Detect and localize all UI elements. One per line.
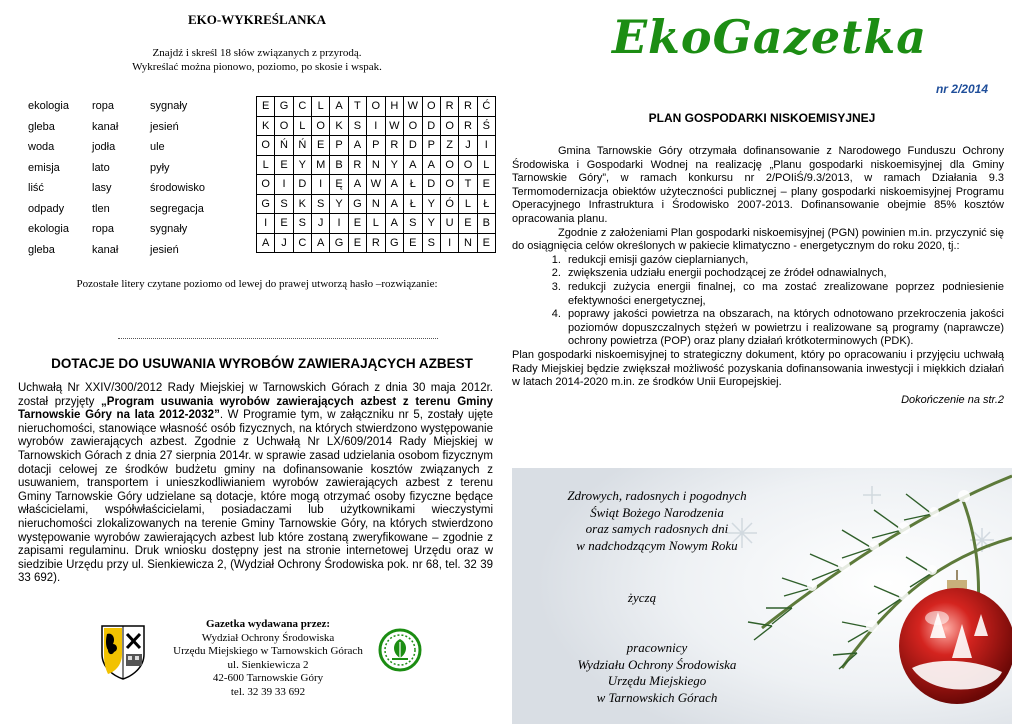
grid-letter[interactable]: R (459, 116, 477, 136)
grid-letter[interactable]: E (348, 233, 366, 253)
grid-letter[interactable]: B (330, 155, 348, 175)
word-row (28, 219, 240, 240)
eco-leaf-logo-icon (378, 628, 422, 672)
plan-paragraph: Plan gospodarki niskoemisyjnej to strategiczny dokument, który po opracowaniu i przyjęciu uchwałą Rady Miejskiej będzie zwiększał możliwość pozyskania dofinansowania inwestycji i miękkich działań w latach 2014-2020 m.in. ze środków Unii Europejskiej. (512, 348, 1004, 389)
word-item: ropa (92, 100, 115, 113)
word-item: tlen (92, 202, 110, 215)
asbestos-text-rest: . W Programie tym, w załączniku nr 5, zostały ujęte nieruchomości, stanowiące własność osób fizycznych, na których stwierdzono występowanie wyrobów zawierających azbest. Zgodnie z Uchwałą Nr LX/609/2014 Rady Miejskiej w Tarnowskich Górach z dnia 27 sierpnia 2014r. w sprawie zasad udzielania osobom fizycznym dotacji celowej ze środków budżetu gminy na dofinansowanie kosztów związanych z usuwaniem, transportem i unieszkodliwianiem wyrobów zawierających azbest z terenu Gminy Tarnowskie Góry udzielane są dotacje, które mogą otrzymać osoby fizyczne będące właścicielami, współwłaścicielami, posiadaczami lub użytkownikami wieczystymi nieruchomości zlokalizowanych na terenie Gminy Tarnowskie Góry, na których stwierdzono występowanie wyrobów zawierających azbest lub które zostaną zweryfikowane – zgodnie z zapisami regulaminu. Druk wniosku dostępny jest na stronie internetowej Urzędu oraz w siedzibie Urzędu przy ul. Sienkiewicza 2, (Wydział Ochrony Środowiska pok. nr 68, tel. 32 39 33 692). (18, 409, 493, 585)
word-item: sygnały (150, 223, 188, 236)
grid-letter[interactable]: A (257, 233, 275, 253)
greeting-line: Świąt Bożego Narodzenia (590, 504, 724, 520)
grid-letter[interactable]: I (275, 175, 293, 195)
asbestos-heading: DOTACJE DO USUWANIA WYROBÓW ZAWIERAJĄCYCH AZBEST (51, 356, 473, 371)
grid-letter[interactable]: A (348, 136, 366, 156)
grid-letter[interactable]: Ć (477, 97, 495, 117)
word-item: ule (150, 141, 165, 154)
goal-item: 4. poprawy jakości powietrza na obszarach, na których odnotowano przekroczenia jakości poziomów dopuszczalnych stężeń w powietrzu i realizowane są programy (naprawcze) ochrony powietrza (POP) oraz plany działań krótkoterminowych (PDK). (564, 308, 1004, 349)
word-item: kanał (92, 120, 119, 133)
grid-letter[interactable]: E (404, 233, 423, 253)
grid-letter[interactable]: D (422, 175, 440, 195)
grid-letter[interactable]: K (293, 194, 311, 214)
grid-letter[interactable]: D (422, 116, 440, 136)
grid-letter[interactable]: Y (385, 155, 404, 175)
plan-paragraph: Zgodnie z założeniami Plan gospodarki niskoemisyjnej (PGN) powinien m.in. przyczynić się do osiągnięcia celów określonych w pakiecie klimatyczno - energetycznym do roku 2020, tj.: (512, 226, 1004, 253)
grid-letter[interactable]: S (422, 233, 440, 253)
grid-letter[interactable]: T (348, 97, 366, 117)
publisher-line: 42-600 Tarnowskie Góry (212, 672, 324, 685)
grid-letter[interactable]: O (367, 97, 386, 117)
grid-letter[interactable]: O (404, 116, 423, 136)
grid-letter[interactable]: C (293, 97, 311, 117)
grid-row (257, 175, 496, 195)
word-item: kanał (92, 243, 119, 256)
word-row (28, 199, 240, 220)
grid-letter[interactable]: R (348, 155, 366, 175)
word-item: środowisko (150, 182, 206, 195)
greeting-signature (512, 640, 802, 706)
grid-letter[interactable]: I (367, 116, 386, 136)
grid-letter[interactable]: E (257, 97, 275, 117)
issue-number: nr 2/2014 (935, 82, 988, 96)
signature-line: Wydziału Ochrony Środowiska (577, 656, 737, 672)
grid-letter[interactable]: O (440, 155, 458, 175)
grid-letter[interactable]: E (348, 214, 366, 234)
grid-letter[interactable]: O (422, 97, 440, 117)
grid-letter[interactable]: O (257, 136, 275, 156)
grid-letter[interactable]: S (293, 214, 311, 234)
grid-letter[interactable]: I (440, 233, 458, 253)
grid-letter[interactable]: L (293, 116, 311, 136)
grid-row (257, 116, 496, 136)
grid-letter[interactable]: O (257, 175, 275, 195)
grid-letter[interactable]: D (293, 175, 311, 195)
grid-letter[interactable]: S (404, 214, 423, 234)
word-row (28, 96, 240, 117)
word-item: sygnały (150, 100, 188, 113)
wordsearch-title: EKO-WYKREŚLANKA (188, 12, 326, 27)
grid-letter[interactable]: T (459, 175, 477, 195)
word-item: ekologia (28, 100, 69, 113)
signature-line: Urzędu Miejskiego (607, 673, 707, 688)
goals-list (512, 254, 1004, 349)
word-item: ropa (92, 223, 115, 236)
grid-letter[interactable]: A (385, 175, 404, 195)
grid-letter[interactable]: P (367, 136, 386, 156)
word-item: gleba (28, 120, 55, 133)
grid-letter[interactable]: Ś (477, 116, 495, 136)
grid-row (257, 214, 496, 234)
goal-item: 1. redukcji emisji gazów cieplarnianych, (564, 254, 1004, 268)
grid-letter[interactable]: Ł (404, 175, 423, 195)
grid-letter[interactable]: D (404, 136, 423, 156)
grid-letter[interactable]: R (385, 136, 404, 156)
grid-letter[interactable]: J (459, 136, 477, 156)
publisher-line: Wydział Ochrony Środowiska (201, 631, 335, 644)
grid-letter[interactable]: Ł (404, 194, 423, 214)
plan-paragraph: Gmina Tarnowskie Góry otrzymała dofinansowanie z Narodowego Funduszu Ochrony Środowiska i Gospodarki Wodnej na realizację „Planu gospodarki niskoemisyjnej dla Gminy Tarnowskie Góry”, w ramach konkursu nr 2/POIiŚ/9.3/2013, w ramach Działania 9.3 Termomodernizacja obiektów użyteczności publicznej – plany gospodarki niskoemisyjnej Programu Operacyjnego Infrastruktura i Środowisko 2007-2013. Dofinansowanie obejmie 85% kosztów opracowania planu. (512, 145, 1004, 225)
grid-letter[interactable]: K (257, 116, 275, 136)
grid-letter[interactable]: I (330, 214, 348, 234)
grid-letter[interactable]: S (275, 194, 293, 214)
goal-item: 3. redukcji zużycia energii finalnej, co ma zostać zrealizowane poprzez podniesienie efektywności energetycznej, (564, 281, 1004, 308)
grid-letter[interactable]: L (477, 155, 495, 175)
grid-letter[interactable]: E (459, 214, 477, 234)
grid-letter[interactable]: G (330, 233, 348, 253)
asbestos-text-start: Uchwałą Nr XXIV/300/2012 Rady Miejskiej w Tarnowskich Górach z dnia 30 maja 2012r. został przyjęty (18, 382, 493, 408)
grid-letter[interactable]: A (385, 194, 404, 214)
word-item: lato (92, 161, 110, 174)
grid-letter[interactable]: A (311, 233, 329, 253)
publisher-info (158, 618, 378, 700)
coat-of-arms-icon (100, 624, 146, 680)
wordsearch-instructions (18, 46, 496, 74)
grid-row (257, 194, 496, 214)
word-row (28, 137, 240, 158)
grid-letter[interactable]: Ń (275, 136, 293, 156)
grid-letter[interactable]: S (348, 116, 366, 136)
left-column (18, 0, 496, 724)
grid-letter[interactable]: W (385, 116, 404, 136)
grid-letter[interactable]: A (422, 155, 440, 175)
grid-letter[interactable]: R (440, 97, 458, 117)
grid-letter[interactable]: L (459, 194, 477, 214)
publisher-line: Urzędu Miejskiego w Tarnowskich Górach (173, 645, 363, 658)
word-row (28, 240, 240, 261)
grid-letter[interactable]: Ó (440, 194, 458, 214)
grid-letter[interactable]: K (330, 116, 348, 136)
greeting-line: Zdrowych, radosnych i pogodnych (567, 488, 747, 503)
word-list (28, 96, 240, 260)
grid-letter[interactable]: R (367, 233, 386, 253)
goal-item: 2. zwiększenia udziału energii pochodzącej ze źródeł odnawialnych, (564, 267, 1004, 281)
word-item: gleba (28, 243, 55, 256)
word-item: odpady (28, 202, 65, 215)
word-item: lasy (92, 182, 112, 195)
grid-letter[interactable]: E (477, 233, 495, 253)
greeting-line: oraz samych radosnych dni (585, 521, 729, 536)
solution-hint: Pozostałe litery czytane poziomo od lewej do prawej utworzą hasło –rozwiązanie: (76, 278, 438, 290)
asbestos-text (18, 382, 493, 586)
grid-letter[interactable]: Ę (330, 175, 348, 195)
grid-letter[interactable]: G (257, 194, 275, 214)
grid-letter[interactable]: E (311, 136, 329, 156)
word-item: emisja (28, 161, 60, 174)
publisher-line: ul. Sienkiewicza 2 (227, 658, 309, 671)
word-row (28, 178, 240, 199)
word-item: jesień (150, 120, 179, 133)
grid-letter[interactable]: A (404, 155, 423, 175)
christmas-greeting (512, 488, 802, 554)
signature-line: pracownicy (626, 640, 688, 655)
program-name: „Program usuwania wyrobów zawierających azbest z terenu Gminy Tarnowskie Góry na lata 2012-2032” (18, 395, 493, 422)
grid-letter[interactable]: U (440, 214, 458, 234)
grid-letter[interactable]: O (440, 116, 458, 136)
letter-grid (256, 96, 496, 253)
grid-letter[interactable]: O (311, 116, 329, 136)
grid-letter[interactable]: S (311, 194, 329, 214)
grid-letter[interactable]: Ł (477, 194, 495, 214)
publisher-title: Gazetka wydawana przez: (205, 618, 331, 630)
grid-letter[interactable]: P (422, 136, 440, 156)
grid-letter[interactable]: G (275, 97, 293, 117)
grid-letter[interactable]: H (385, 97, 404, 117)
plan-heading: PLAN GOSPODARKI NISKOEMISYJNEJ (648, 111, 876, 125)
grid-letter[interactable]: W (367, 175, 386, 195)
grid-letter[interactable]: B (477, 214, 495, 234)
publisher-box (78, 616, 458, 716)
grid-letter[interactable]: Y (330, 194, 348, 214)
grid-letter[interactable]: Y (293, 155, 311, 175)
word-item: jodła (92, 141, 116, 154)
word-item: woda (28, 141, 55, 154)
grid-letter[interactable]: E (477, 175, 495, 195)
grid-letter[interactable]: W (404, 97, 423, 117)
signature-line: w Tarnowskich Górach (596, 689, 718, 705)
grid-letter[interactable]: A (385, 214, 404, 234)
grid-letter[interactable]: N (367, 155, 386, 175)
grid-letter[interactable]: R (459, 97, 477, 117)
grid-letter[interactable]: Ń (293, 136, 311, 156)
word-item: pyły (150, 161, 170, 174)
grid-letter[interactable]: P (330, 136, 348, 156)
grid-letter[interactable]: G (348, 194, 366, 214)
publisher-line: tel. 32 39 33 692 (230, 685, 306, 698)
grid-row (257, 97, 496, 117)
word-item: liść (28, 182, 44, 195)
grid-letter[interactable]: N (459, 233, 477, 253)
grid-row (257, 233, 496, 253)
grid-letter[interactable]: I (257, 214, 275, 234)
word-row (28, 158, 240, 179)
greeting-line: w nadchodzącym Nowym Roku (576, 537, 738, 553)
instruction-line: Wykreślać można pionowo, poziomo, po skosie i wspak. (132, 61, 382, 73)
plan-text (512, 145, 1004, 407)
grid-letter[interactable]: G (385, 233, 404, 253)
grid-letter[interactable]: L (367, 214, 386, 234)
grid-row (257, 155, 496, 175)
grid-letter[interactable]: O (459, 155, 477, 175)
grid-letter[interactable]: O (275, 116, 293, 136)
grid-letter[interactable]: A (348, 175, 366, 195)
grid-letter[interactable]: E (275, 155, 293, 175)
answer-line (118, 330, 438, 339)
grid-letter[interactable]: L (257, 155, 275, 175)
grid-letter[interactable]: J (311, 214, 329, 234)
word-item: jesień (150, 243, 179, 256)
word-row (28, 117, 240, 138)
right-column (512, 0, 1012, 724)
instruction-line: Znajdź i skreśl 18 słów związanych z przyrodą. (152, 47, 362, 59)
grid-letter[interactable]: C (293, 233, 311, 253)
grid-letter[interactable]: M (311, 155, 329, 175)
grid-letter[interactable]: E (275, 214, 293, 234)
word-item: segregacja (150, 202, 204, 215)
wish-word: życzą (627, 590, 657, 605)
grid-letter[interactable]: I (311, 175, 329, 195)
grid-letter[interactable]: J (275, 233, 293, 253)
grid-row (257, 136, 496, 156)
word-item: ekologia (28, 223, 69, 236)
grid-letter[interactable]: Y (422, 214, 440, 234)
continued-note: Dokończenie na str.2 (901, 393, 1004, 406)
grid-letter[interactable]: A (330, 97, 348, 117)
grid-letter[interactable]: L (311, 97, 329, 117)
grid-letter[interactable]: Y (422, 194, 440, 214)
grid-letter[interactable]: Z (440, 136, 458, 156)
grid-letter[interactable]: O (440, 175, 458, 195)
masthead-title: EkoGazetka (612, 10, 928, 64)
grid-letter[interactable]: N (367, 194, 386, 214)
grid-letter[interactable]: I (477, 136, 495, 156)
